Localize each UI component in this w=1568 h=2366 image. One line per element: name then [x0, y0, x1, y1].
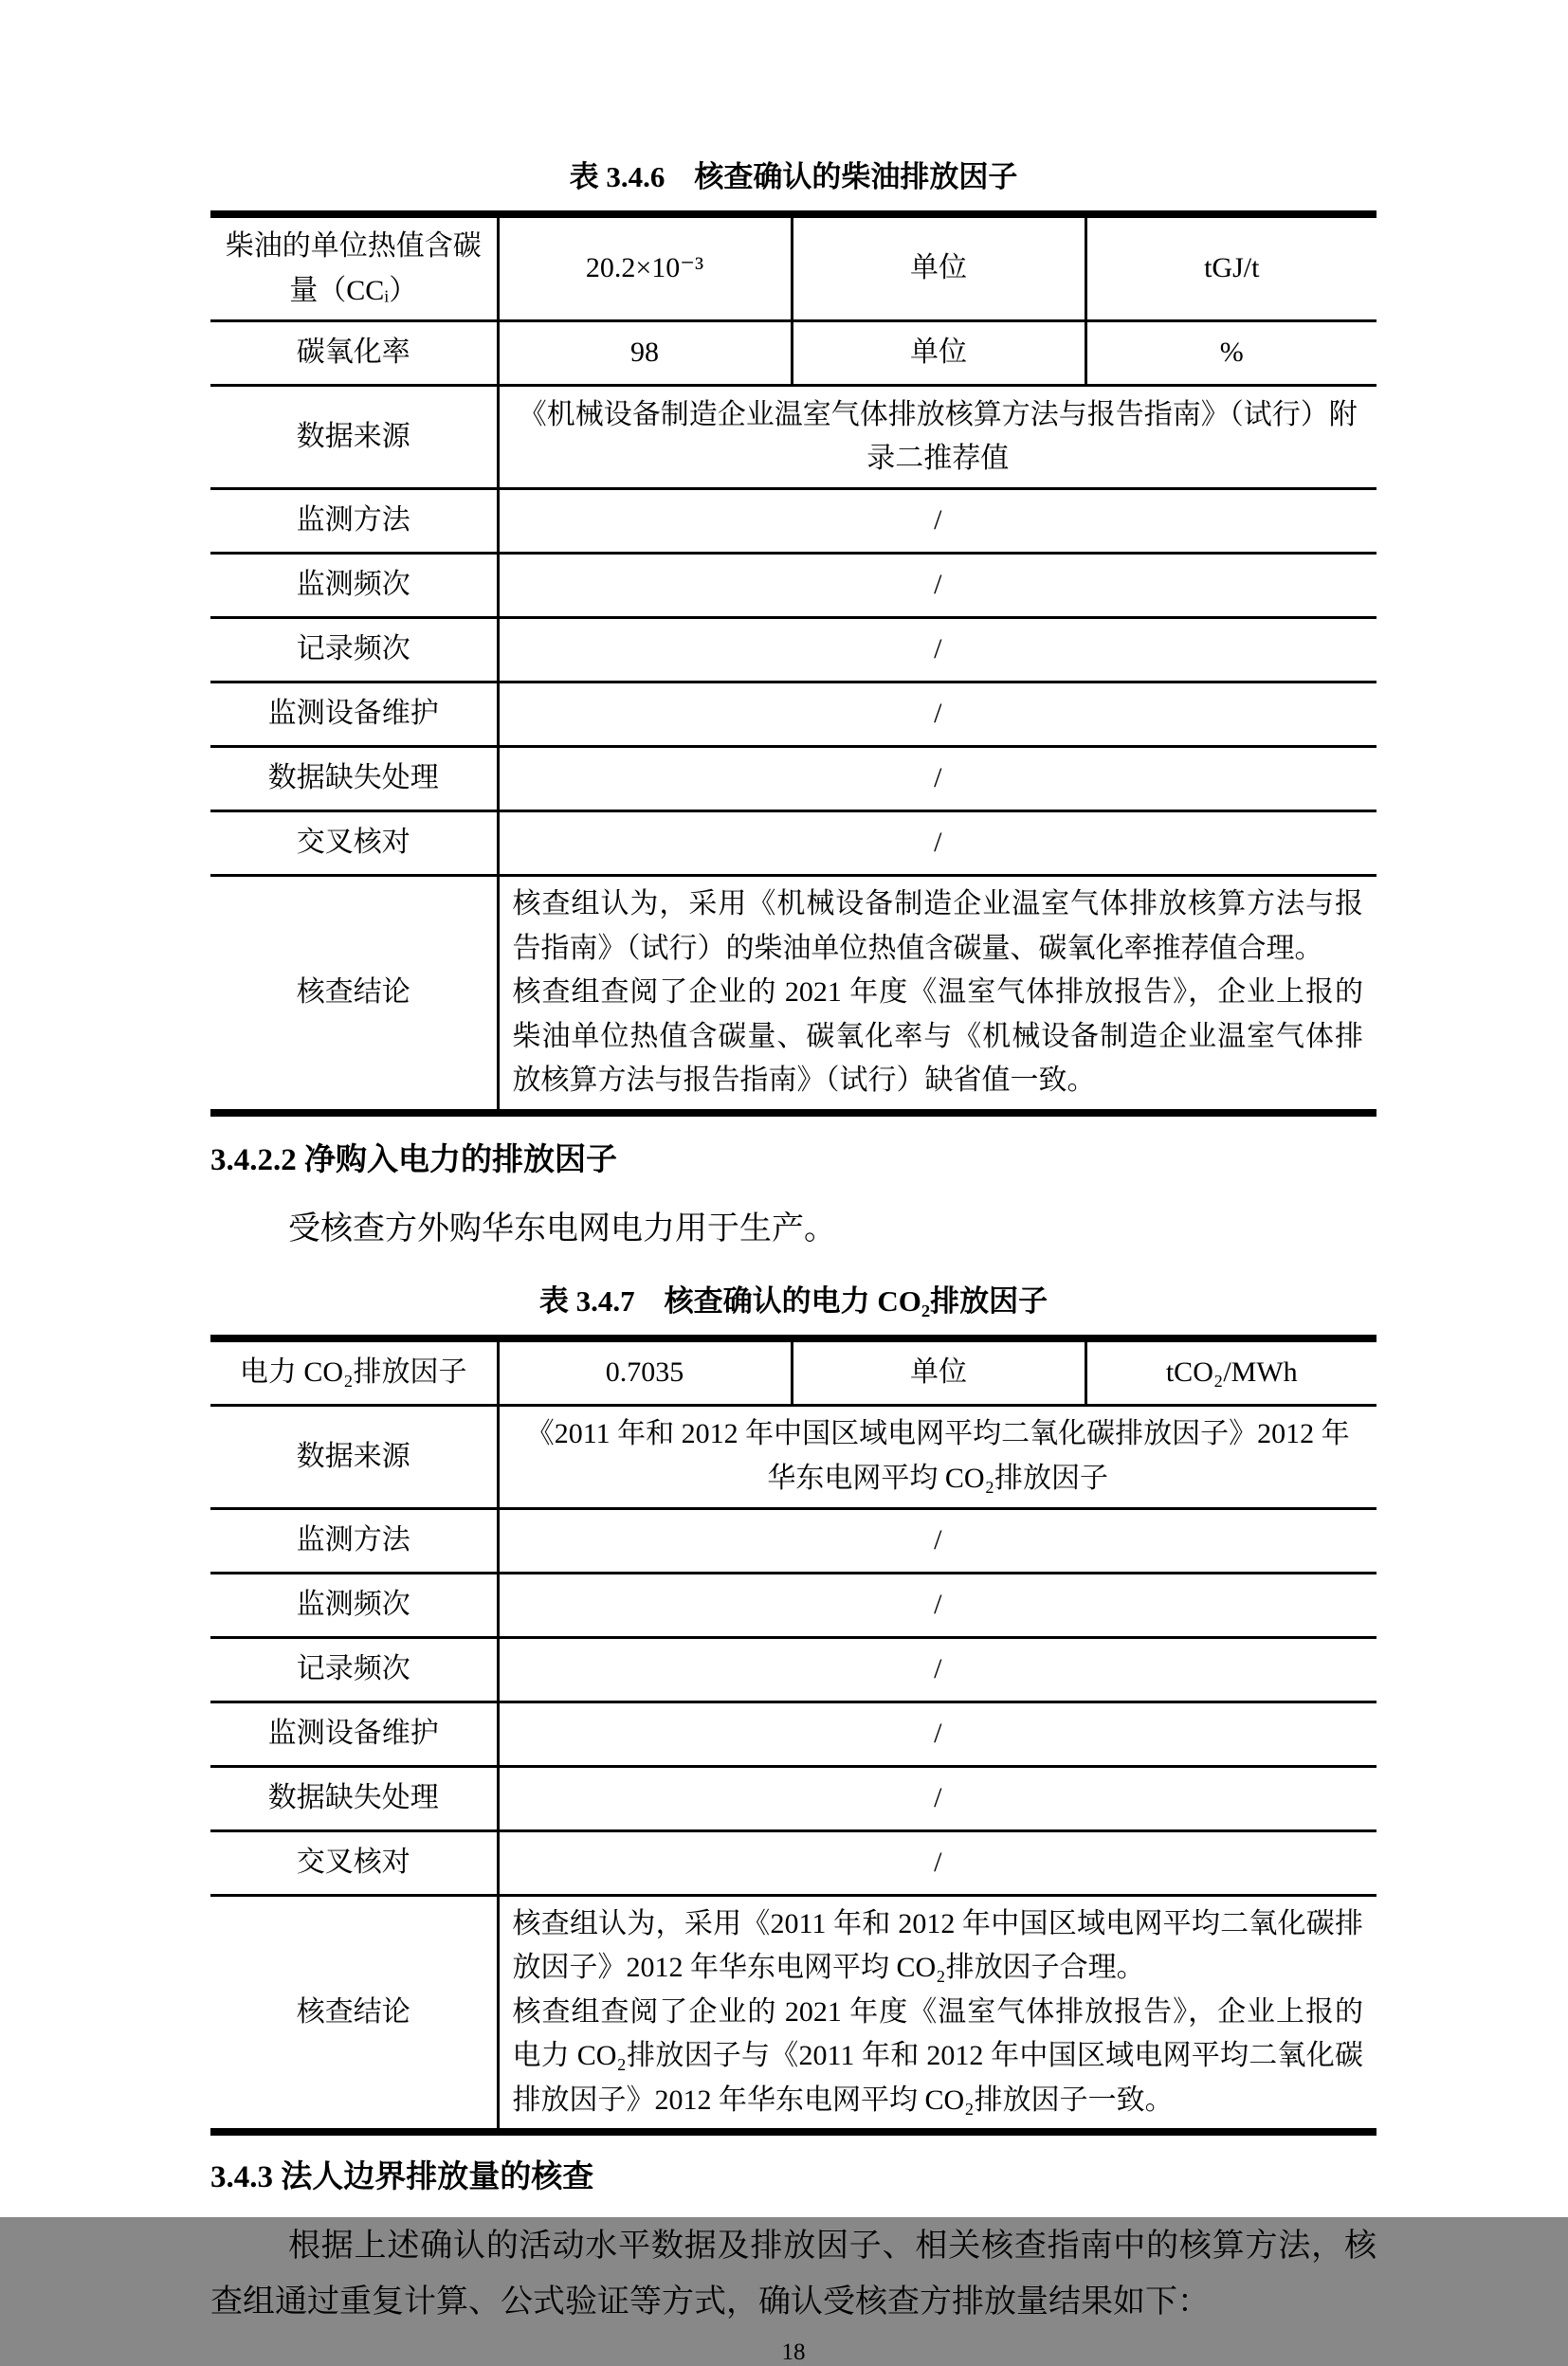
unit-value-cell: tCO₂/MWh	[1085, 1338, 1377, 1406]
row-label-cell: 数据来源	[210, 1405, 498, 1508]
row-label-cell: 碳氧化率	[210, 321, 498, 386]
table-row-monitoring-method	[210, 1508, 1377, 1573]
paragraph-purchased-power: 受核查方外购华东电网电力用于生产。	[288, 1210, 836, 1247]
row-label-cell: 核查结论	[210, 876, 498, 1113]
row-label-cell: 监测设备维护	[210, 682, 498, 747]
unit-label-cell: 单位	[792, 1338, 1085, 1406]
row-value-cell: /	[498, 489, 1377, 554]
table-row-conclusion	[210, 876, 1377, 1113]
data-source-value-cell: 《2011 年和 2012 年中国区域电网平均二氧化碳排放因子》2012 年华东电网平均 CO₂排放因子	[498, 1405, 1377, 1508]
table-row-data-source	[210, 1405, 1377, 1508]
table-row-factor	[210, 1338, 1377, 1406]
conclusion-paragraph: 核查组认为，采用《机械设备制造企业温室气体排放核算方法与报告指南》（试行）的柴油单位热值含碳量、碳氧化率推荐值合理。	[512, 888, 1363, 964]
table-row-equipment-maintenance	[210, 1702, 1377, 1766]
table-row-monitoring-method	[210, 489, 1377, 554]
row-label-cell: 柴油的单位热值含碳量（CCᵢ）	[210, 214, 498, 321]
table-row-factor	[210, 214, 1377, 321]
unit-value-cell: tGJ/t	[1085, 214, 1377, 321]
row-value-cell: /	[498, 1702, 1377, 1766]
factor-value-cell: 20.2×10⁻³	[498, 214, 792, 321]
row-label-cell: 监测频次	[210, 1573, 498, 1637]
table-row-monitoring-frequency	[210, 554, 1377, 618]
table-row-cross-check	[210, 811, 1377, 876]
section-heading-343: 3.4.3 法人边界排放量的核查	[210, 2160, 594, 2195]
unit-label-cell: 单位	[792, 214, 1085, 321]
table-row-conclusion	[210, 1895, 1377, 2132]
row-label-cell: 监测设备维护	[210, 1702, 498, 1766]
unit-value-cell: %	[1085, 321, 1377, 386]
table-347-title: 表 3.4.7 核查确认的电力 CO₂排放因子	[538, 1283, 1048, 1318]
row-label-cell: 记录频次	[210, 1637, 498, 1702]
row-value-cell: /	[498, 1830, 1377, 1895]
data-source-value-cell: 《机械设备制造企业温室气体排放核算方法与报告指南》（试行）附录二推荐值	[498, 386, 1377, 489]
row-value-cell: /	[498, 1573, 1377, 1637]
row-label-cell: 交叉核对	[210, 811, 498, 876]
row-label-cell: 核查结论	[210, 1895, 498, 2132]
row-value-cell: /	[498, 1508, 1377, 1573]
conclusion-cell	[498, 876, 1377, 1113]
conclusion-paragraph: 核查组查阅了企业的 2021 年度《温室气体排放报告》，企业上报的柴油单位热值含碳量、碳氧化率与《机械设备制造企业温室气体排放核算方法与报告指南》（试行）缺省值一致。	[512, 976, 1363, 1096]
table-row-record-frequency	[210, 1637, 1377, 1702]
table-row-missing-data	[210, 747, 1377, 811]
unit-label-cell: 单位	[792, 321, 1085, 386]
table-row-record-frequency	[210, 618, 1377, 682]
page-number: 18	[781, 2339, 806, 2366]
row-label-cell: 数据缺失处理	[210, 1766, 498, 1830]
row-label-cell: 电力 CO₂排放因子	[210, 1338, 498, 1406]
conclusion-paragraph: 核查组查阅了企业的 2021 年度《温室气体排放报告》，企业上报的电力 CO₂排放因子与《2011 年和 2012 年中国区域电网平均二氧化碳排放因子》2012 年华东电网平均 CO₂排放因子一致。	[512, 1995, 1363, 2116]
table-row-monitoring-frequency	[210, 1573, 1377, 1637]
table-row-data-source	[210, 386, 1377, 489]
table-346-title: 表 3.4.6 核查确认的柴油排放因子	[569, 160, 1018, 193]
row-label-cell: 监测频次	[210, 554, 498, 618]
row-label-cell: 监测方法	[210, 489, 498, 554]
row-value-cell: /	[498, 1637, 1377, 1702]
table-row-oxidation	[210, 321, 1377, 386]
oxidation-value-cell: 98	[498, 321, 792, 386]
table-347	[210, 1335, 1377, 2137]
row-label-cell: 交叉核对	[210, 1830, 498, 1895]
row-value-cell: /	[498, 1766, 1377, 1830]
table-346	[210, 210, 1377, 1117]
row-label-cell: 监测方法	[210, 1508, 498, 1573]
row-label-cell: 数据来源	[210, 386, 498, 489]
table-row-missing-data	[210, 1766, 1377, 1830]
factor-value-cell: 0.7035	[498, 1338, 792, 1406]
row-label-cell: 记录频次	[210, 618, 498, 682]
row-label-cell: 数据缺失处理	[210, 747, 498, 811]
table-row-equipment-maintenance	[210, 682, 1377, 747]
row-value-cell: /	[498, 682, 1377, 747]
table-row-cross-check	[210, 1830, 1377, 1895]
section-heading-3422: 3.4.2.2 净购入电力的排放因子	[210, 1142, 617, 1177]
row-value-cell: /	[498, 618, 1377, 682]
row-value-cell: /	[498, 554, 1377, 618]
row-value-cell: /	[498, 811, 1377, 876]
row-value-cell: /	[498, 747, 1377, 811]
conclusion-paragraph: 核查组认为，采用《2011 年和 2012 年中国区域电网平均二氧化碳排放因子》2012 年华东电网平均 CO₂排放因子合理。	[512, 1907, 1363, 1984]
paragraph-boundary-emissions: 根据上述确认的活动水平数据及排放因子、相关核查指南中的核算方法，核查组通过重复计算、公式验证等方式，确认受核查方排放量结果如下：	[210, 2229, 1377, 2320]
page-content	[210, 0, 1377, 2366]
conclusion-cell	[498, 1895, 1377, 2132]
